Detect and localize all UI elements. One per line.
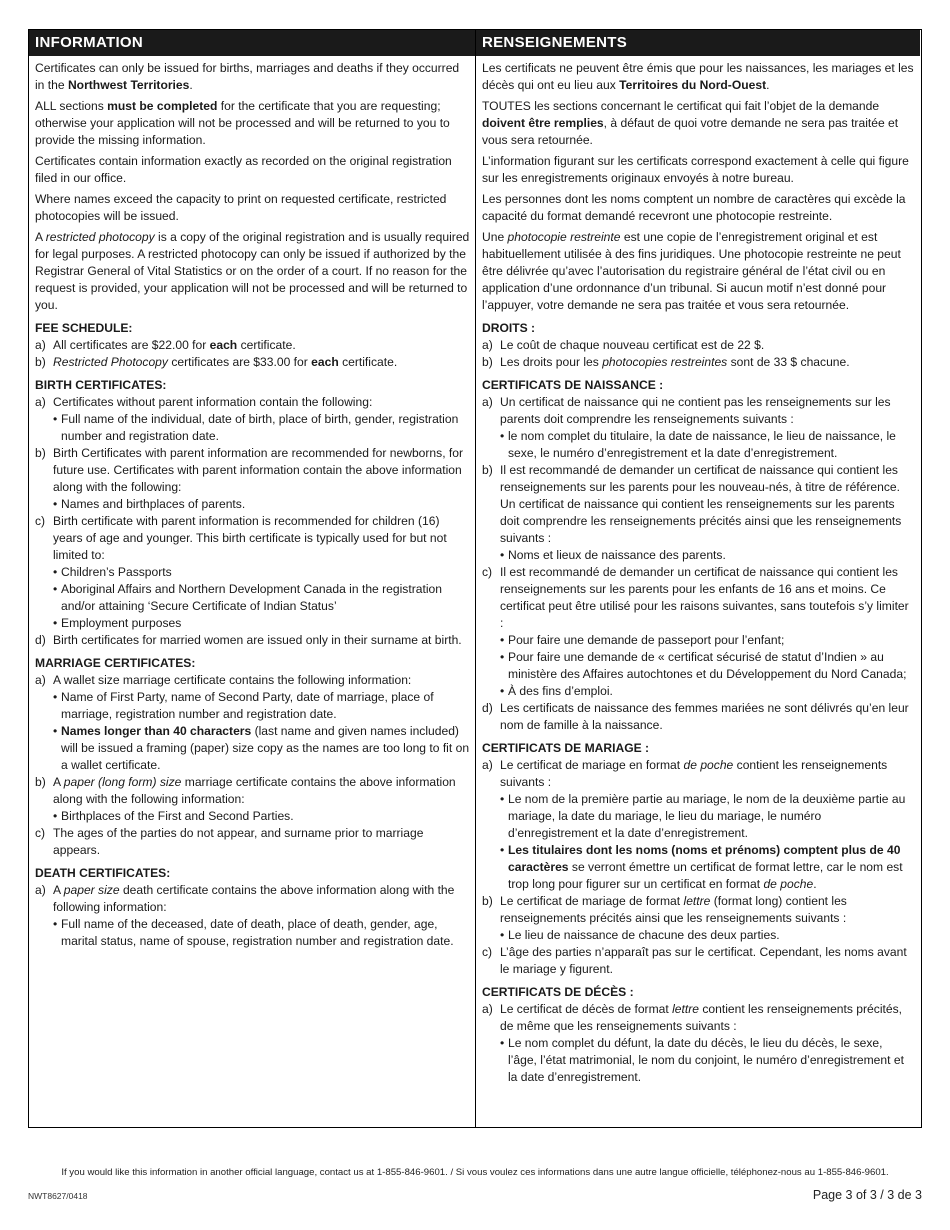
list-item: b) Birth Certificates with parent information are recommended for newborns, for future use. Certificates with parent information contain the above information along with the following:	[35, 446, 464, 494]
birth-certificates-heading: BIRTH CERTIFICATES:	[35, 378, 167, 392]
fee-schedule-heading: DROITS :	[482, 321, 536, 335]
exact-info-paragraph: L’information figurant sur les certificats correspond exactement à celle qui figure sur les enregistrements originaux envoyés à notre bureau.	[482, 154, 909, 185]
list-item: a) Le coût de chaque nouveau certificat est de 22 $.	[482, 338, 765, 352]
list-item: a) Le certificat de mariage en format de poche contient les renseignements suivants :	[482, 758, 888, 789]
information-heading: INFORMATION	[29, 30, 475, 56]
french-column	[476, 30, 920, 1127]
bullet-item: • Name of First Party, name of Second Party, date of marriage, place of marriage, registration number and registration date.	[53, 690, 434, 721]
bullet-item: • Names longer than 40 characters (last name and given names included) will be issued a framing (paper) size copy as the names are too long to fit on a wallet certificate.	[53, 724, 470, 772]
form-code: NWT8627/0418	[28, 1191, 88, 1201]
bullet-item: • Noms et lieux de naissance des parents.	[500, 548, 726, 562]
exact-info-paragraph: Certificates contain information exactly as recorded on the original registration filed in our office.	[35, 154, 452, 185]
restricted-photocopy-paragraph: A restricted photocopy is a copy of the original registration and is usually required for legal purposes. A restricted photocopy can only be issued if authorized by the Registrar General of Vital Statistics or on the order of a court. If no reason for the request is provided, your application will not be processed and will be returned to you.	[35, 230, 470, 312]
intro-paragraph: Les certificats ne peuvent être émis que pour les naissances, les mariages et les décès qui ont eu lieu aux Territoires du Nord-Ouest.	[482, 61, 914, 92]
list-item: b) Restricted Photocopy certificates are $33.00 for each certificate.	[35, 355, 398, 369]
list-item: a) Le certificat de décès de format lettre contient les renseignements précités, de même que les renseignements suivants :	[482, 1002, 902, 1033]
bullet-item: • Full name of the individual, date of birth, place of birth, gender, registration number and registration date.	[53, 412, 459, 443]
list-item: b) A paper (long form) size marriage certificate contains the above information along with the following information:	[35, 775, 456, 806]
bullet-item: • Le lieu de naissance de chacune des deux parties.	[500, 928, 780, 942]
list-item: c) Birth certificate with parent information is recommended for children (16) years of age and younger. This birth certificate is typically used for but not limited to:	[35, 514, 447, 562]
bullet-item: • Les titulaires dont les noms (noms et prénoms) comptent plus de 40 caractères se verront émettre un certificat de format lettre, car le nom est trop long pour figurer sur un certificat en format de poche.	[500, 843, 903, 891]
birth-certificates-heading: CERTIFICATS DE NAISSANCE :	[482, 378, 664, 392]
list-item: b) Il est recommandé de demander un certificat de naissance qui contient les renseignements sur les parents pour les nouveau-nés, à titre de référence. Un certificat de naissance qui contient les renseignements sur les parents doit comprendre les renseignements précités ainsi que les renseignements suivants :	[482, 463, 902, 545]
english-body	[29, 56, 475, 950]
list-item: a) Un certificat de naissance qui ne contient pas les renseignements sur les parents doit comprendre les renseignements suivants :	[482, 395, 891, 426]
bullet-item: • le nom complet du titulaire, la date de naissance, le lieu de naissance, le sexe, le numéro d’enregistrement et la date d’enregistrement.	[500, 429, 896, 460]
french-body	[476, 56, 920, 1086]
marriage-certificates-heading: MARRIAGE CERTIFICATES:	[35, 656, 196, 670]
intro-paragraph: Certificates can only be issued for births, marriages and deaths if they occurred in the Northwest Territories.	[35, 61, 460, 92]
english-column	[29, 30, 476, 1127]
bullet-item: • À des fins d’emploi.	[500, 684, 613, 698]
completion-paragraph: TOUTES les sections concernant le certificat qui fait l’objet de la demande doivent être remplies, à défaut de quoi votre demande ne sera pas traitée et vous sera retournée.	[482, 99, 899, 147]
bullet-item: • Aboriginal Affairs and Northern Development Canada in the registration and/or attaining ‘Secure Certificate of Indian Status’	[53, 582, 442, 613]
page-number: Page 3 of 3 / 3 de 3	[812, 1188, 922, 1202]
bullet-item: • Pour faire une demande de passeport pour l’enfant;	[500, 633, 785, 647]
list-item: b) Le certificat de mariage de format lettre (format long) contient les renseignements précités ainsi que les renseignements suivants :	[482, 894, 847, 925]
list-item: a) A wallet size marriage certificate contains the following information:	[35, 673, 412, 687]
bullet-item: • Pour faire une demande de « certificat sécurisé de statut d’Indien » au ministère des Affaires autochtones et du Développement du Nord Canada;	[500, 650, 907, 681]
bullet-item: • Birthplaces of the First and Second Parties.	[53, 809, 294, 823]
bullet-item: • Names and birthplaces of parents.	[53, 497, 246, 511]
bullet-item: • Full name of the deceased, date of death, place of death, gender, age, marital status, name of spouse, registration number and registration date.	[53, 917, 454, 948]
completion-paragraph: ALL sections must be completed for the certificate that you are requesting; otherwise your application will not be processed and will be returned to you to provide the missing information.	[35, 99, 450, 147]
list-item: a) A paper size death certificate contains the above information along with the following information:	[35, 883, 455, 914]
renseignements-heading: RENSEIGNEMENTS	[476, 30, 920, 56]
marriage-certificates-heading: CERTIFICATS DE MARIAGE :	[482, 741, 650, 755]
info-form-frame	[28, 29, 922, 1128]
death-certificates-heading: DEATH CERTIFICATES:	[35, 866, 171, 880]
name-capacity-paragraph: Where names exceed the capacity to print on requested certificate, restricted photocopies will be issued.	[35, 192, 447, 223]
death-certificates-heading: CERTIFICATS DE DÉCÈS :	[482, 985, 634, 999]
list-item: b) Les droits pour les photocopies restreintes sont de 33 $ chacune.	[482, 355, 850, 369]
bullet-item: • Le nom complet du défunt, la date du décès, le lieu du décès, le sexe, l’âge, l’état matrimonial, le nom du conjoint, le numéro d’enregistrement et la date d’enregistrement.	[500, 1036, 904, 1084]
bullet-item: • Employment purposes	[53, 616, 182, 630]
language-contact-note: If you would like this information in another official language, contact us at 1-855-846-9601. / Si vous voulez ces informations dans une autre langue officielle, téléphonez-nous au 1-855-846-9601.	[61, 1167, 889, 1178]
list-item: a) All certificates are $22.00 for each certificate.	[35, 338, 296, 352]
list-item: c) Il est recommandé de demander un certificat de naissance qui contient les renseignements sur les parents pour les enfants de 16 ans et moins. Ce certificat peut être utilisé pour les raisons suivantes, sans toutefois s’y limiter :	[482, 565, 909, 630]
list-item: c) The ages of the parties do not appear, and surname prior to marriage appears.	[35, 826, 424, 857]
restricted-photocopy-paragraph: Une photocopie restreinte est une copie de l’enregistrement original et est habituellement utilisée à des fins juridiques. Une photocopie restreinte ne peut être délivrée qu’avec l’autorisation du registraire général de l’état civil ou en application d’une ordonnance d’un tribunal. Si aucun motif n’est donné pour l’appuyer, votre demande ne sera pas traitée et vous sera retournée.	[482, 230, 901, 312]
bullet-item: • Children’s Passports	[53, 565, 172, 579]
list-item: d) Les certificats de naissance des femmes mariées ne sont délivrés qu’en leur nom de famille à la naissance.	[482, 701, 909, 732]
list-item: c) L’âge des parties n’apparaît pas sur le certificat. Cependant, les noms avant le mariage y figurent.	[482, 945, 907, 976]
name-capacity-paragraph: Les personnes dont les noms comptent un nombre de caractères qui excède la capacité du format demandé recevront une photocopie restreinte.	[482, 192, 906, 223]
list-item: d) Birth certificates for married women are issued only in their surname at birth.	[35, 633, 462, 647]
fee-schedule-heading: FEE SCHEDULE:	[35, 321, 133, 335]
bullet-item: • Le nom de la première partie au mariage, le nom de la deuxième partie au mariage, la date du mariage, le lieu du mariage, le numéro d’enregistrement et la date d’enregistrement.	[500, 792, 906, 840]
list-item: a) Certificates without parent information contain the following:	[35, 395, 373, 409]
